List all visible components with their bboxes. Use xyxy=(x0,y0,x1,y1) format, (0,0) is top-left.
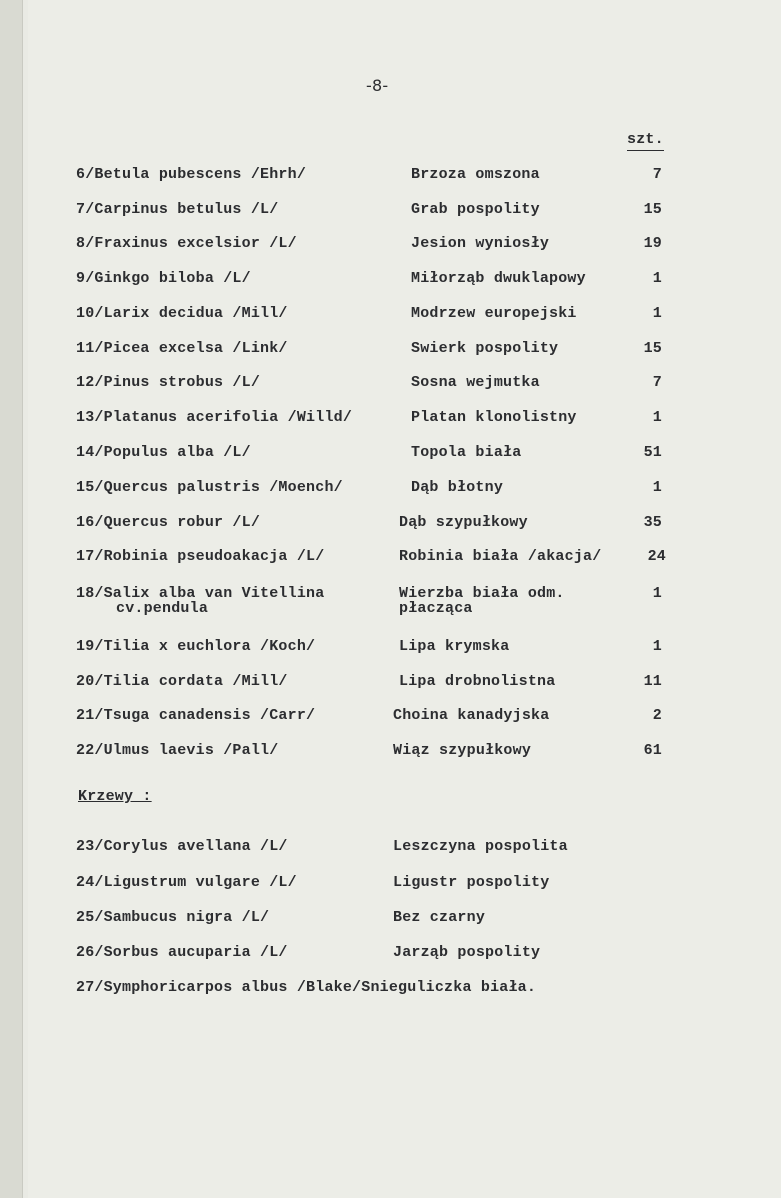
tree-count-10: 1 xyxy=(652,305,662,322)
unit-header: szt. xyxy=(627,131,664,151)
tree-latin-18-cultivar: cv.pendula xyxy=(116,600,209,617)
page-number: -8- xyxy=(366,76,389,95)
tree-latin-20: 20/Tilia cordata /Mill/ xyxy=(76,673,288,690)
tree-polish-22: Wiąz szypułkowy xyxy=(393,742,532,759)
tree-polish-7: Grab pospolity xyxy=(411,201,540,218)
tree-count-21: 2 xyxy=(652,707,662,724)
tree-polish-18-line2: płacząca xyxy=(399,600,473,617)
tree-latin-21: 21/Tsuga canadensis /Carr/ xyxy=(76,707,316,724)
tree-polish-14: Topola biała xyxy=(411,444,522,461)
tree-polish-21: Choina kanadyjska xyxy=(393,707,550,724)
tree-count-13: 1 xyxy=(652,409,662,426)
tree-count-14: 51 xyxy=(643,444,662,461)
tree-latin-8: 8/Fraxinus excelsior /L/ xyxy=(76,235,297,252)
shrub-polish-25: Bez czarny xyxy=(393,909,486,926)
shrub-latin-26: 26/Sorbus aucuparia /L/ xyxy=(76,944,288,961)
shrub-latin-23: 23/Corylus avellana /L/ xyxy=(76,838,288,855)
shrubs-heading: Krzewy : xyxy=(78,788,152,805)
shrub-polish-23: Leszczyna pospolita xyxy=(393,838,568,855)
tree-latin-15: 15/Quercus palustris /Moench/ xyxy=(76,479,343,496)
shrub-latin-24: 24/Ligustrum vulgare /L/ xyxy=(76,874,297,891)
tree-count-9: 1 xyxy=(652,270,662,287)
tree-polish-19: Lipa krymska xyxy=(399,638,510,655)
tree-count-22: 61 xyxy=(643,742,662,759)
tree-polish-13: Platan klonolistny xyxy=(411,409,577,426)
tree-count-12: 7 xyxy=(652,374,662,391)
tree-polish-12: Sosna wejmutka xyxy=(411,374,540,391)
tree-count-7: 15 xyxy=(643,201,662,218)
tree-count-17: 24 xyxy=(647,548,666,565)
tree-polish-8: Jesion wyniosły xyxy=(411,235,550,252)
tree-count-20: 11 xyxy=(643,673,662,690)
tree-latin-17: 17/Robinia pseudoakacja /L/ xyxy=(76,548,325,565)
tree-count-19: 1 xyxy=(652,638,662,655)
shrub-polish-26: Jarząb pospolity xyxy=(393,944,541,961)
tree-polish-11: Swierk pospolity xyxy=(411,340,559,357)
tree-count-6: 7 xyxy=(652,166,662,183)
tree-latin-14: 14/Populus alba /L/ xyxy=(76,444,251,461)
tree-polish-15: Dąb błotny xyxy=(411,479,504,496)
tree-latin-6: 6/Betula pubescens /Ehrh/ xyxy=(76,166,307,183)
tree-latin-19: 19/Tilia x euchlora /Koch/ xyxy=(76,638,316,655)
tree-polish-18: Wierzba biała odm. xyxy=(399,585,565,602)
tree-polish-17: Robinia biała /akacja/ xyxy=(399,548,602,565)
tree-polish-20: Lipa drobnolistna xyxy=(399,673,556,690)
shrub-latin-25: 25/Sambucus nigra /L/ xyxy=(76,909,270,926)
tree-count-16: 35 xyxy=(643,514,662,531)
tree-count-11: 15 xyxy=(643,340,662,357)
tree-polish-10: Modrzew europejski xyxy=(411,305,577,322)
tree-latin-11: 11/Picea excelsa /Link/ xyxy=(76,340,288,357)
tree-count-18: 1 xyxy=(652,585,662,602)
tree-latin-9: 9/Ginkgo biloba /L/ xyxy=(76,270,251,287)
tree-latin-10: 10/Larix decidua /Mill/ xyxy=(76,305,288,322)
tree-latin-16: 16/Quercus robur /L/ xyxy=(76,514,261,531)
tree-polish-16: Dąb szypułkowy xyxy=(399,514,528,531)
binding-margin xyxy=(0,0,23,1198)
shrub-polish-24: Ligustr pospolity xyxy=(393,874,550,891)
tree-latin-7: 7/Carpinus betulus /L/ xyxy=(76,201,279,218)
tree-count-15: 1 xyxy=(652,479,662,496)
tree-count-8: 19 xyxy=(643,235,662,252)
tree-polish-9: Miłorząb dwuklapowy xyxy=(411,270,586,287)
shrub-line-27: 27/Symphoricarpos albus /Blake/Snieguliczka biała. xyxy=(76,979,537,996)
tree-latin-22: 22/Ulmus laevis /Pall/ xyxy=(76,742,279,759)
tree-latin-12: 12/Pinus strobus /L/ xyxy=(76,374,261,391)
tree-polish-6: Brzoza omszona xyxy=(411,166,540,183)
tree-latin-18: 18/Salix alba van Vitellina xyxy=(76,585,325,602)
tree-latin-13: 13/Platanus acerifolia /Willd/ xyxy=(76,409,353,426)
